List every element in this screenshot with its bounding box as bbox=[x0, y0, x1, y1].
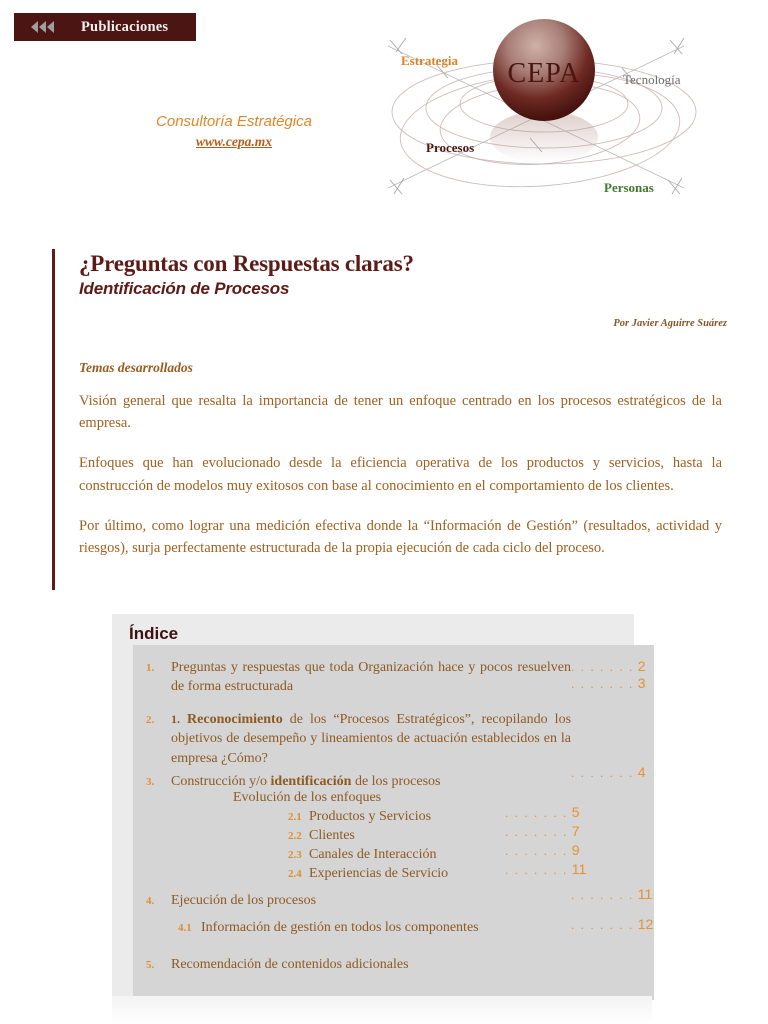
publicaciones-tab[interactable] bbox=[14, 13, 196, 41]
index-subitem[interactable] bbox=[288, 866, 448, 882]
index-subitem-label: Canales de Interacción bbox=[309, 847, 437, 862]
page-title: ¿Preguntas con Respuestas claras? bbox=[79, 251, 414, 276]
logo-label-procesos: Procesos bbox=[426, 140, 475, 155]
tagline-text: Consultoría Estratégica bbox=[156, 113, 312, 130]
page-number: 4 bbox=[637, 764, 646, 780]
logo-label-estrategia: Estrategia bbox=[401, 53, 459, 68]
leader-dots: . . . . . . . bbox=[505, 863, 568, 877]
section-heading: Temas desarrollados bbox=[79, 360, 193, 375]
page-number: 3 bbox=[637, 675, 646, 691]
index-item-label: Ejecución de los procesos bbox=[171, 893, 317, 908]
index-item-number: 2. bbox=[146, 714, 155, 726]
index-list bbox=[133, 650, 654, 1000]
page-number: 11 bbox=[571, 861, 587, 877]
index-subitem-number: 2.4 bbox=[288, 868, 302, 880]
publicaciones-label: Publicaciones bbox=[81, 18, 169, 35]
website-link[interactable]: www.cepa.mx bbox=[196, 134, 272, 149]
index-subitem-page bbox=[505, 861, 586, 877]
leader-dots: . . . . . . . bbox=[505, 806, 568, 820]
index-item[interactable] bbox=[146, 710, 576, 768]
index-subitem-number: 2.3 bbox=[288, 849, 302, 861]
leader-dots: . . . . . . . bbox=[505, 844, 568, 858]
index-item[interactable] bbox=[146, 955, 576, 974]
index-subitem[interactable] bbox=[178, 920, 479, 936]
body-paragraph: Visión general que resalta la importancia de tener un enfoque centrado en los procesos estratégicos de la empresa. bbox=[79, 393, 722, 432]
index-subitem-label: Clientes bbox=[309, 828, 355, 843]
index-item-text-before: Construcción y/o bbox=[171, 774, 271, 789]
leader-dots: . . . . . . . bbox=[571, 918, 634, 932]
index-item[interactable] bbox=[146, 772, 576, 791]
page-number: 11 bbox=[637, 886, 653, 902]
index-subitem-number: 2.1 bbox=[288, 811, 302, 823]
leader-dots: . . . . . . . bbox=[571, 766, 634, 780]
index-item-label bbox=[171, 772, 571, 791]
index-subitem-page bbox=[571, 916, 653, 932]
index-item-rest: de los “Procesos Estratégicos”, recopilando los objetivos de desempeño y lineamientos de actuación establecidos en la empresa ¿Cómo? bbox=[171, 712, 572, 766]
leader-dots: . . . . . . . bbox=[505, 825, 568, 839]
index-item-text-after: de los procesos bbox=[351, 774, 441, 789]
index-subitem-page bbox=[505, 804, 580, 820]
index-subitem-label: Productos y Servicios bbox=[309, 809, 432, 824]
leader-dots: . . . . . . . bbox=[571, 677, 634, 691]
index-item-page bbox=[571, 764, 646, 780]
page-number: 9 bbox=[571, 842, 580, 858]
cepa-brand-text: CEPA bbox=[507, 58, 581, 89]
index-heading: Índice bbox=[129, 624, 179, 643]
index-subitem-number: 4.1 bbox=[178, 922, 192, 934]
index-subitem-label: Experiencias de Servicio bbox=[309, 866, 449, 881]
page-number: 12 bbox=[637, 916, 654, 932]
index-item-page bbox=[571, 658, 646, 674]
index-item[interactable] bbox=[146, 891, 576, 910]
index-subitem-page bbox=[505, 823, 580, 839]
index-subitem-page bbox=[505, 842, 580, 858]
index-item-number: 3. bbox=[146, 776, 155, 788]
index-item-subnumber: 1. bbox=[171, 712, 180, 726]
index-subitem[interactable] bbox=[288, 828, 355, 844]
index-subitem[interactable] bbox=[288, 809, 431, 825]
page-number: 2 bbox=[637, 658, 646, 674]
index-subheading: Evolución de los enfoques bbox=[233, 790, 382, 805]
logo-label-personas: Personas bbox=[604, 180, 654, 195]
index-item-page bbox=[571, 886, 652, 902]
body-paragraph: Enfoques que han evolucionado desde la eficiencia operativa de los productos y servicios, hasta la construcción de modelos muy exitosos con base al conocimiento en el comportamiento de los clientes. bbox=[79, 455, 722, 494]
logo-label-tecnologia: Tecnología bbox=[623, 72, 681, 87]
index-item-bold-mid: identificación bbox=[270, 774, 352, 789]
title-block bbox=[79, 251, 727, 299]
body-block bbox=[79, 360, 722, 559]
index-item-page bbox=[571, 675, 646, 691]
index-item-label: Recomendación de contenidos adicionales bbox=[171, 957, 409, 972]
tagline bbox=[120, 113, 348, 150]
index-item-bold-lead: Reconocimiento bbox=[187, 712, 283, 727]
page-number: 7 bbox=[571, 823, 580, 839]
index-item-number: 1. bbox=[146, 662, 155, 674]
index-item-label: Preguntas y respuestas que toda Organización hace y pocos resuelven de forma estructurada bbox=[171, 660, 571, 695]
left-accent-bar bbox=[52, 249, 55, 590]
page-subtitle: Identificación de Procesos bbox=[79, 279, 290, 299]
body-paragraph: Por último, como lograr una medición efectiva donde la “Información de Gestión” (resultados, actividad y riesgos), surja perfectamente estructurada de la propia ejecución de cada ciclo del proceso. bbox=[79, 517, 722, 556]
index-subitem[interactable] bbox=[288, 847, 437, 863]
page-bottom-fade bbox=[112, 996, 652, 1024]
index-item[interactable] bbox=[146, 658, 576, 697]
index-subitem-number: 2.2 bbox=[288, 830, 302, 842]
index-item-number: 5. bbox=[146, 959, 155, 971]
leader-dots: . . . . . . . bbox=[571, 660, 634, 674]
index-subitem-label: Información de gestión en todos los componentes bbox=[201, 920, 479, 935]
index-item-number: 4. bbox=[146, 895, 155, 907]
triple-left-arrow-icon[interactable] bbox=[31, 21, 54, 33]
index-item-label bbox=[171, 710, 571, 768]
cepa-logo bbox=[372, 12, 702, 212]
leader-dots: . . . . . . . bbox=[571, 888, 634, 902]
author-byline: Por Javier Aguirre Suárez bbox=[613, 318, 727, 329]
page-number: 5 bbox=[571, 804, 580, 820]
